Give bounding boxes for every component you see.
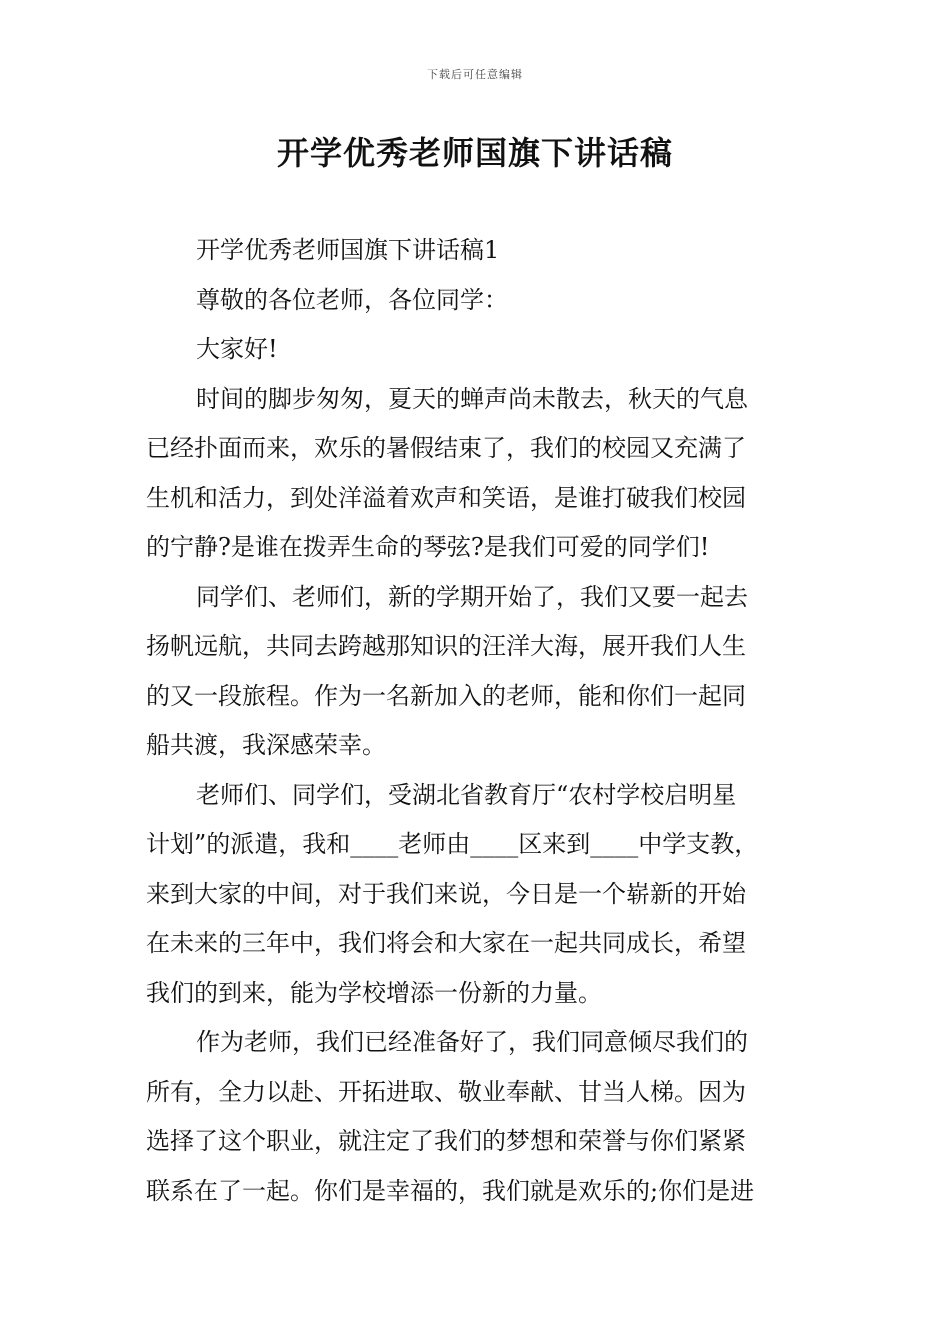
text-line: 的又一段旅程。作为一名新加入的老师，能和你们一起同: [146, 681, 746, 710]
text-line: 生机和活力，到处洋溢着欢声和笑语，是谁打破我们校园: [146, 483, 746, 512]
header-note: 下载后可任意编辑: [427, 68, 523, 81]
text-line: 船共渡，我深感荣幸。: [146, 731, 386, 759]
text-line: 作为老师，我们已经准备好了，我们同意倾尽我们的: [196, 1028, 748, 1056]
text-line: 我们的到来，能为学校增添一份新的力量。: [146, 978, 602, 1007]
text-line: 大家好!: [196, 335, 278, 363]
text-line: 同学们、老师们，新的学期开始了，我们又要一起去: [196, 582, 748, 611]
document-body: [146, 226, 806, 1216]
document-title: 开学优秀老师国旗下讲话稿: [276, 134, 673, 172]
text-line: 选择了这个职业，就注定了我们的梦想和荣誉与你们紧紧: [146, 1127, 746, 1155]
text-line: 所有，全力以赴、开拓进取、敬业奉献、甘当人梯。因为: [146, 1077, 746, 1106]
text-line: 计划”的派遣，我和____老师由____区来到____中学支教，: [146, 830, 759, 858]
text-line: 扬帆远航，共同去跨越那知识的汪洋大海，展开我们人生: [146, 632, 746, 660]
text-line: 已经扑面而来，欢乐的暑假结束了，我们的校园又充满了: [146, 434, 746, 462]
text-line: 的宁静?是谁在拨弄生命的琴弦?是我们可爱的同学们!: [146, 533, 710, 561]
text-line: 时间的脚步匆匆，夏天的蝉声尚未散去，秋天的气息: [196, 384, 748, 413]
text-line: 联系在了一起。你们是幸福的，我们就是欢乐的;你们是进: [146, 1176, 755, 1205]
text-line: 开学优秀老师国旗下讲话稿1: [196, 236, 500, 264]
text-line: 尊敬的各位老师，各位同学：: [196, 285, 508, 314]
text-line: 来到大家的中间，对于我们来说，今日是一个崭新的开始: [146, 879, 746, 908]
text-line: 在未来的三年中，我们将会和大家在一起共同成长，希望: [146, 929, 746, 957]
text-line: 老师们、同学们，受湖北省教育厅“农村学校启明星: [196, 780, 737, 809]
